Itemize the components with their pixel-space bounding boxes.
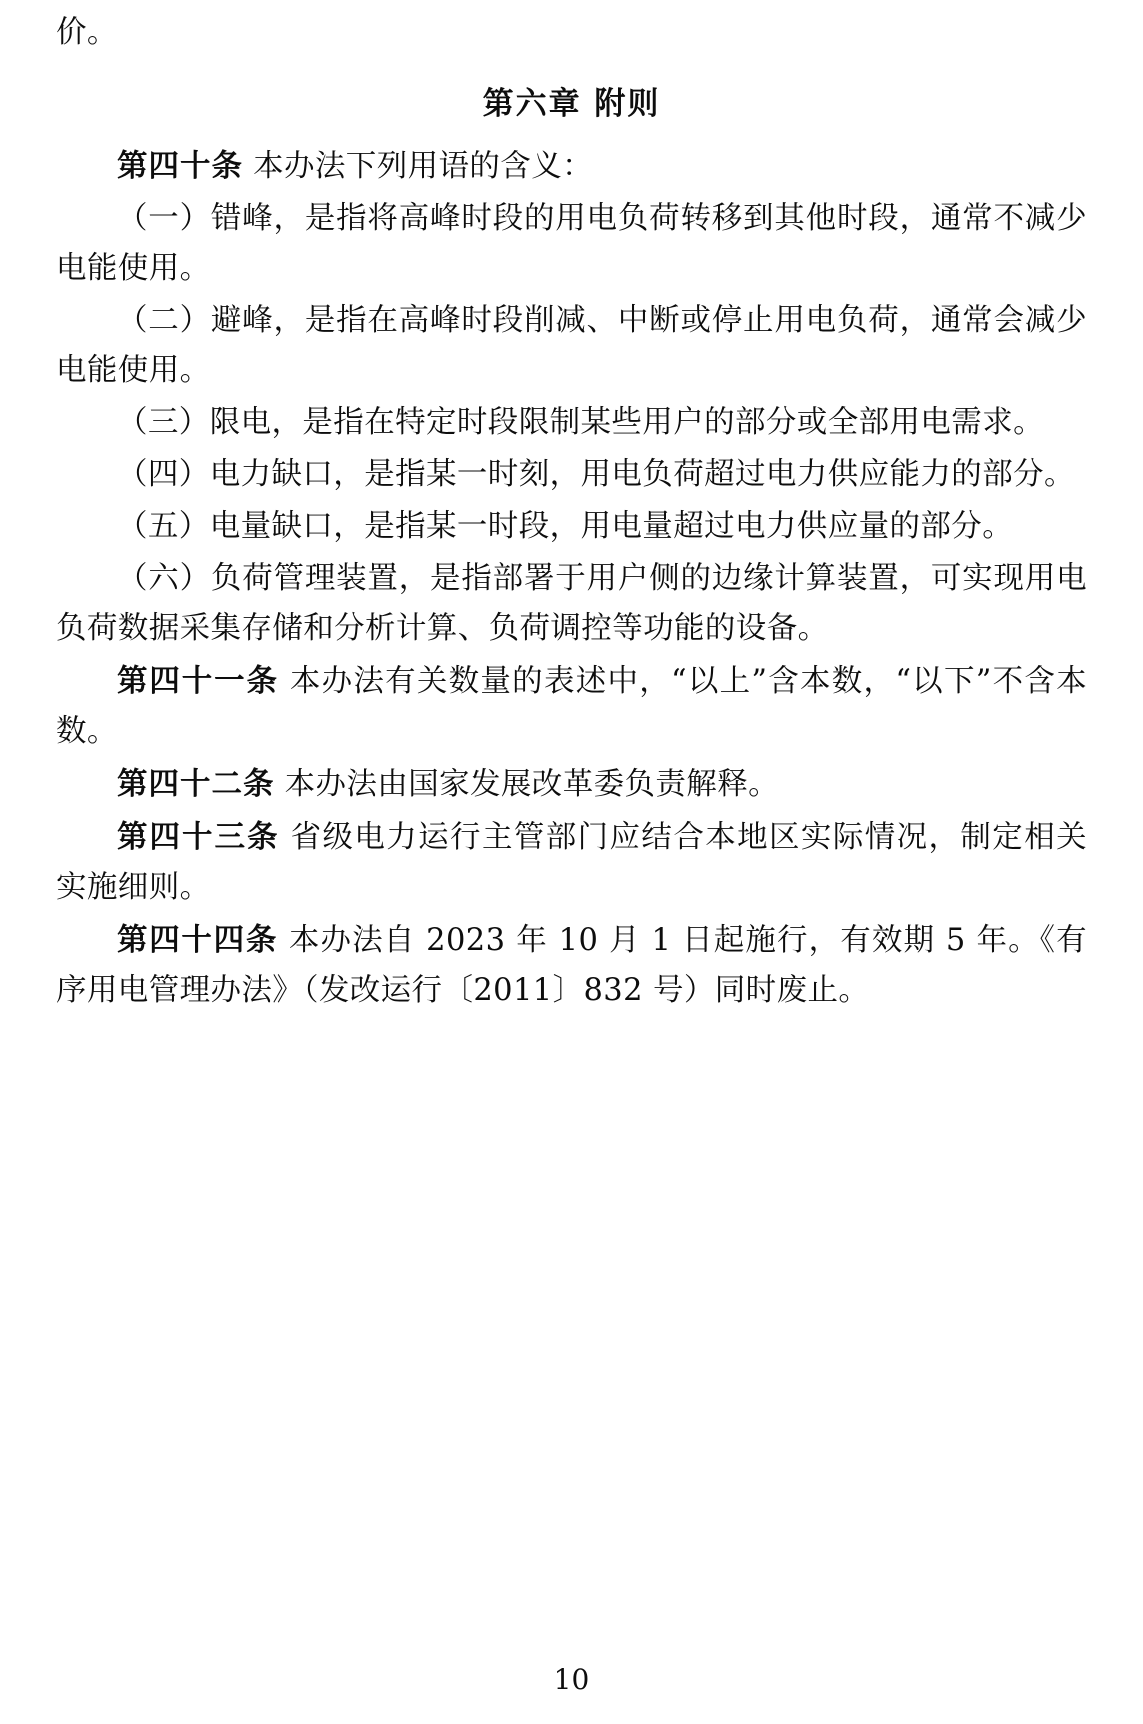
definition-item: （三）限电，是指在特定时段限制某些用户的部分或全部用电需求。 (117, 405, 1044, 441)
article-paragraph (56, 759, 1087, 810)
page-number: 10 (553, 1663, 590, 1696)
article-number: 第四十二条 (117, 766, 275, 803)
article-number: 第四十条 (117, 148, 243, 185)
document-body (56, 0, 1087, 1016)
article-text: 本办法有关数量的表述中，“以上”含本数，“以下”不含本数。 (56, 664, 1088, 750)
definition-item: （一）错峰，是指将高峰时段的用电负荷转移到其他时段，通常不减少电能使用。 (56, 201, 1087, 287)
definition-item: （六）负荷管理装置，是指部署于用户侧的边缘计算装置，可实现用电负荷数据采集存储和分析计算、负荷调控等功能的设备。 (56, 561, 1087, 647)
article-paragraph (56, 812, 1087, 913)
article-paragraph (56, 141, 1087, 192)
article-text: 省级电力运行主管部门应结合本地区实际情况，制定相关实施细则。 (56, 820, 1087, 906)
article-number: 第四十四条 (117, 922, 279, 959)
article-text: 本办法由国家发展改革委负责解释。 (284, 767, 780, 803)
definition-item: （二）避峰，是指在高峰时段削减、中断或停止用电负荷，通常会减少电能使用。 (56, 303, 1087, 389)
definition-item: （五）电量缺口，是指某一时段，用电量超过电力供应量的部分。 (117, 509, 1014, 545)
top-fragment: 价。 (56, 15, 118, 50)
article-text: 本办法下列用语的含义： (253, 149, 594, 185)
article-paragraph (56, 915, 1087, 1016)
definition-item: （四）电力缺口，是指某一时刻，用电负荷超过电力供应能力的部分。 (117, 457, 1075, 493)
article-number: 第四十一条 (117, 663, 279, 700)
article-paragraph (56, 656, 1087, 757)
article-text: 本办法自 2023 年 10 月 1 日起施行，有效期 5 年。《有序用电管理办法》（发改运行〔2011〕832 号）同时废止。 (56, 923, 1087, 1009)
article-number: 第四十三条 (117, 819, 280, 856)
chapter-title: 第六章 附则 (482, 86, 661, 123)
